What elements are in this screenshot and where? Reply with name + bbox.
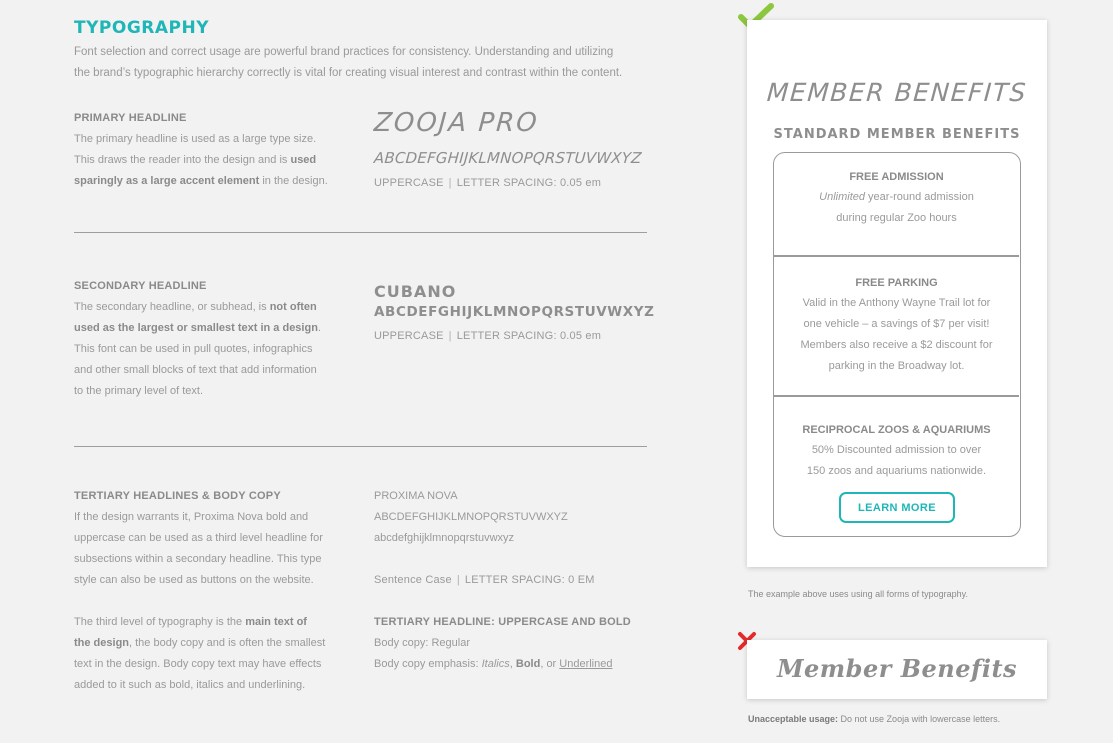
zooja-font-name: ZOOJA PRO [372, 108, 540, 138]
intro-text: Font selection and correct usage are powerful brand practices for consistency. Understanding and utilizing the brand’s typographic hierarchy correctly is vital for creating visual interest and contrast within the content. [74, 46, 623, 79]
primary-description: The primary headline is used as a large type size. This draws the reader into the design and is used sparingly as a large accent element in the design. [74, 133, 328, 187]
proxima-font-name: PROXIMA NOVA [374, 490, 458, 502]
example-caption: The example above uses using all forms of typography. [748, 589, 968, 599]
cubano-spec: UPPERCASE | LETTER SPACING: 0.05 em [374, 330, 602, 342]
cubano-font-name: CUBANO [374, 282, 457, 301]
proxima-alphabet-upper: ABCDEFGHIJKLMNOPQRSTUVWXYZ [374, 511, 568, 523]
card-subtitle: STANDARD MEMBER BENEFITS [773, 127, 1021, 142]
divider [74, 232, 647, 233]
tertiary-example-heading: TERTIARY HEADLINE: UPPERCASE AND BOLD [374, 616, 631, 628]
benefit-free-parking: FREE PARKING Valid in the Anthony Wayne Trail lot for one vehicle – a savings of $7 per visit! Members also receive a $2 discount for parking in the Broadway lot. [800, 277, 993, 372]
proxima-specimen [374, 486, 654, 549]
secondary-description: The secondary headline, or subhead, is not often used as the largest or smallest text in a design. This font can be used in pull quotes, infographics and other small blocks of text that add information to the primary level of text. [74, 301, 321, 397]
card-title: MEMBER BENEFITS [765, 78, 1029, 107]
benefit-divider [774, 395, 1019, 397]
unacceptable-caption: Unacceptable usage: Do not use Zooja with lowercase letters. [748, 714, 1001, 724]
divider [74, 446, 647, 447]
benefits-box [773, 152, 1021, 537]
proxima-spec: Sentence Case | LETTER SPACING: 0 EM [374, 574, 595, 586]
body-copy-description: The third level of typography is the main text of the design, the body copy and is often the smallest text in the design. Body copy text may have effects added to it such as bold, italics and underlining. [74, 616, 326, 691]
page-title: TYPOGRAPHY [74, 18, 210, 38]
proxima-alphabet-lower: abcdefghijklmnopqrstuvwxyz [374, 532, 515, 544]
unacceptable-example-card [747, 640, 1047, 699]
benefit-free-admission: FREE ADMISSION Unlimited year-round admission during regular Zoo hours [819, 171, 974, 224]
tertiary-description: If the design warrants it, Proxima Nova bold and uppercase can be used as a third level headline for subsections within a secondary headline. This type style can also be used as buttons on the website. [74, 511, 323, 586]
primary-headline-heading: PRIMARY HEADLINE [74, 112, 187, 124]
member-benefits-example-card [747, 20, 1047, 567]
benefit-reciprocal: RECIPROCAL ZOOS & AQUARIUMS 50% Discounted admission to over 150 zoos and aquariums nationwide. [802, 424, 991, 477]
secondary-headline-heading: SECONDARY HEADLINE [74, 280, 207, 292]
bad-example-title: Member Benefits [776, 654, 1018, 683]
zooja-alphabet: ABCDEFGHIJKLMNOPQRSTUVWXYZ [373, 149, 643, 167]
cubano-alphabet: ABCDEFGHIJKLMNOPQRSTUVWXYZ [374, 304, 655, 320]
tertiary-headline-heading: TERTIARY HEADLINES & BODY COPY [74, 490, 281, 502]
body-copy-examples: Body copy: Regular Body copy emphasis: Italics, Bold, or Underlined [374, 637, 613, 670]
zooja-spec: UPPERCASE | LETTER SPACING: 0.05 em [374, 177, 602, 189]
learn-more-button[interactable]: LEARN MORE [839, 492, 955, 523]
benefit-divider [774, 255, 1019, 257]
